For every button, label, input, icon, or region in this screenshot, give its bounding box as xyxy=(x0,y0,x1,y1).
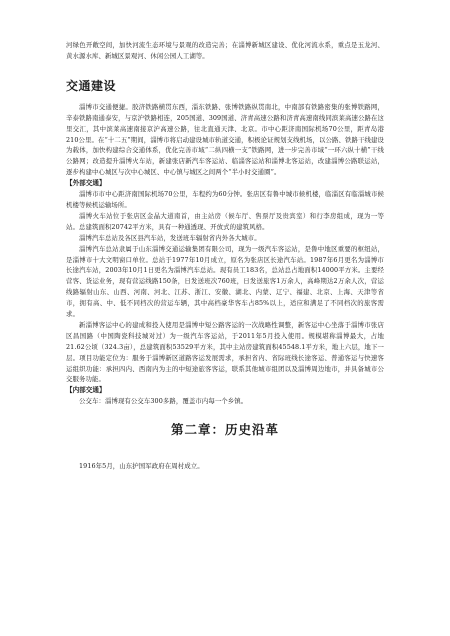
train-station-paragraph: 淄博火车站位于张店区金晶大道南首，由主站房（候车厅、售票厅及贵宾室）和行李房组成，现为一等站。总建筑面积20742平方米，具有一种通透现、开放式的建筑风格。 xyxy=(66,211,384,231)
bus-system-paragraph: 淄博汽车总站及各区县汽车站，发送班车辐射省内外各大城市。 xyxy=(79,233,261,242)
external-transport-label: 【外部交通】 xyxy=(66,179,106,188)
chapter-heading-history: 第二章：历史沿革 xyxy=(170,422,279,438)
section-heading-transport: 交通建设 xyxy=(66,78,117,93)
airport-paragraph: 淄博市市中心距济南国际机场70公里，车程约为60分钟。张店区有鲁中城市候机楼，临淄区有临淄城市候机楼等候机运输场所。 xyxy=(66,190,384,209)
internal-transport-label: 【内部交通】 xyxy=(66,386,106,395)
intro-paragraph: 河绿色开敞空间，加快河流生态环境与景观的改造完善；在淄博新城区建设、优化河流水系，重点是玉龙河、黄水源水库、新城区景观河、休闲公园人工湖等。 xyxy=(66,41,384,60)
history-first-paragraph: 1916年5月，山东护国军政府在周村成立。 xyxy=(79,462,204,471)
transport-overview-paragraph: 淄博市交通便捷。胶济铁路横贯东西，淄东铁路、张博铁路纵贯南北，中南部有铁路密集的张博铁路网，辛泰铁路南通泰安，与京沪铁路相连，205国道、309国道、济青高速公路和济青高速南线同滨莱高速公路在这里交汇，其中滨莱高速南接京沪高速公路，往北直通天津、北京。市中心距济南国际机场70公里，距青岛港210公里。在“十二五”期间，淄博市将启动建设城市轨道交通，积极论证规划支线机场，以公路、铁路干线建设为载体，加快构建综合交通体系，优化完善市域“二纵四横一支”铁路网，进一步完善市域“一环六纵十横”干线公路网；改造提升淄博火车站，新建张店新汽车客运站、临淄客运站和淄博北客运站，改建淄博公路联运站，逐步构建中心城区与次中心城区、中心镇与城区之间两个“半小时交通圈”。 xyxy=(66,102,384,177)
bus-company-paragraph: 淄博汽车总站隶属于山东淄博交通运输集团有限公司，现为一级汽车客运站，是鲁中地区重要的枢纽站，是淄博市十大文明窗口单位。总站于1977年10月成立，原名为张店区长途汽车站。1987年6月更名为淄博市长途汽车站，2003年10月1日更名为淄博汽车总站。现有员工183名，总站总占地面积14000平方米。主要经营客、货运业务，现有营运线路150条，日发送班次760班，日发送旅客1万余人，高峰期达2万余人次，营运线路辐射山东、山西、河南、河北、江苏、浙江、安徽、湖北、内蒙、辽宁、福建、北京、上海、天津等省市，拥有高、中、低不同档次的营运车辆，其中高档豪华客车占85%以上，适应和满足了不同档次的旅客需求。 xyxy=(66,244,384,319)
new-station-paragraph: 新淄博客运中心的建成和投入使用是淄博中短公路客运的一次战略性调整，新客运中心坐落于淄博市张店区昌国路（中国陶瓷科技城对过）为一级汽车客运站，于2011年5月投入使用。规模堪称淄博最大，占地21.62公顷（324.3亩），总建筑面积53529平方米，其中主站房建筑面积45548.1平方米，地上六层，地下一层。项目功能定位为：服务于淄博新区道路客运发展需求，承担省内、省际班线长途客运、普通客运与快速客运组织功能：承担四内、西南内为主的中短途旅客客运，联系其他城市组团以及淄博周边地市，并具备城市公交服务功能。 xyxy=(66,320,384,384)
city-bus-paragraph: 公交车：淄博现有公交车300多路，覆盖市内每一个乡镇。 xyxy=(79,397,248,406)
